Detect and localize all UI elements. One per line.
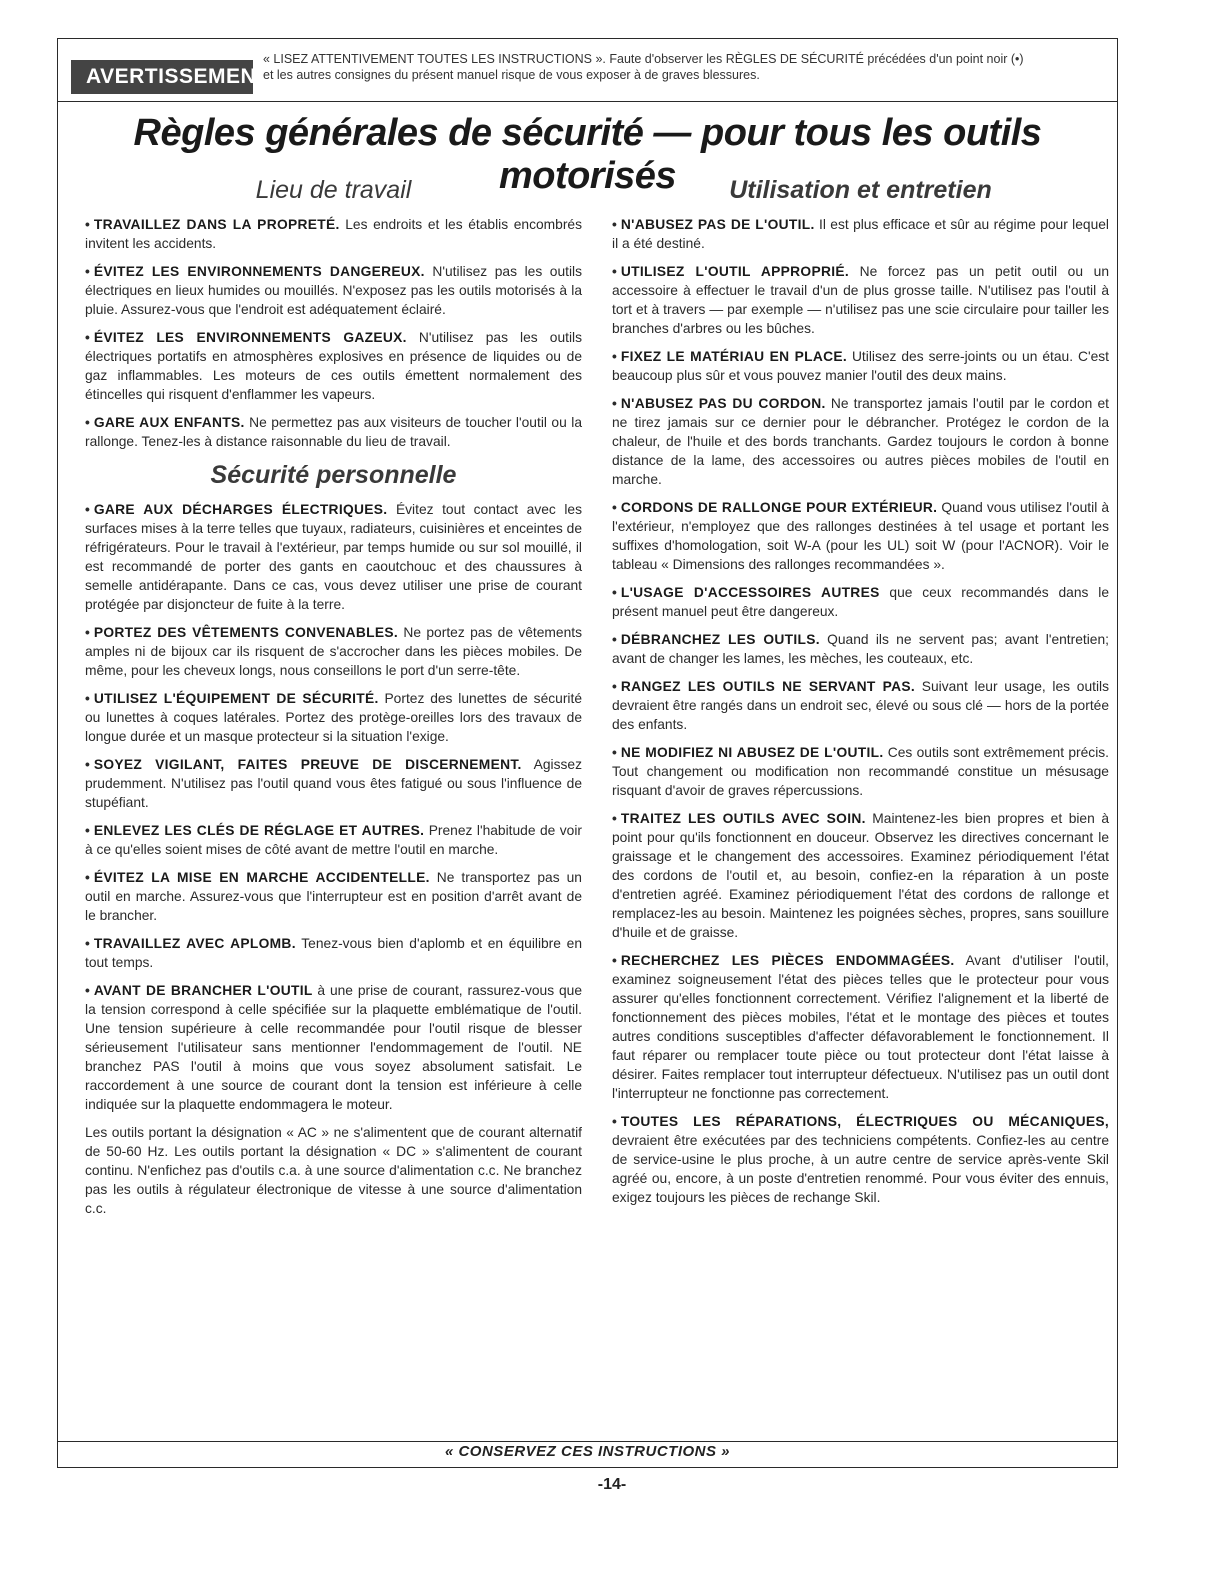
rule-item (612, 743, 1109, 800)
rule-text: Quand vous utilisez l'outil à l'extérieur, n'employez que des rallonges destinées à tel usage et portant les suffixes d'homologation, soit W-A (pour les UL) soit W (pour l'ACNOR). Voir le tableau « Dimensions des rallonges recommandées ». (612, 500, 1109, 572)
rule-lead: RECHERCHEZ LES PIÈCES ENDOMMAGÉES. (620, 953, 955, 968)
rule-text: Maintenez-les bien propres et bien à point pour qu'ils fonctionnent en douceur. Observez les directives concernant le graissage et le changement des accessoires. Examinez périodiquement l'état des cordons de l'outil et, au besoin, confiez-en la réparation à un poste d'entretien agréé. Examinez périodiquement l'état des cordons de rallonge et remplacez-les au besoin. Maintenez les poignées sèches, propres, sans souillure d'huile et de graisse. (612, 811, 1109, 940)
rule-lead: NE MODIFIEZ NI ABUSEZ DE L'OUTIL. (620, 745, 884, 760)
bullet-icon: • (612, 632, 617, 647)
rule-lead: DÉBRANCHEZ LES OUTILS. (620, 632, 820, 647)
bullet-icon: • (612, 1114, 617, 1129)
bullet-icon: • (85, 217, 90, 232)
bullet-icon: • (85, 936, 90, 951)
rule-text: Évitez tout contact avec les surfaces mises à la terre telles que tuyaux, radiateurs, cuisinières et enceintes de réfrigérateurs. Pour le travail à l'extérieur, par temps humide ou sur sol mouillé, il est recommandé de porter des gants en caoutchouc et des chaussures à semelle antidérapante. Dans ce cas, vous devez utiliser une prise de courant protégée par disjoncteur de fuite à la terre. (85, 502, 582, 612)
section-heading-personal-safety: Sécurité personnelle (210, 461, 457, 489)
rule-text: Utilisez des serre-joints ou un étau. C'est beaucoup plus sûr et vous pouvez manier l'outil des deux mains. (612, 349, 1109, 383)
page-title: Règles générales de sécurité — pour tous les outils motorisés (133, 112, 1042, 197)
warning-badge-label: AVERTISSEMENT (86, 65, 270, 88)
personal-safety-rules (85, 500, 582, 1114)
warning-text (263, 51, 1107, 83)
rule-item (612, 951, 1109, 1103)
bullet-icon: • (612, 349, 617, 364)
bullet-icon: • (612, 811, 617, 826)
bullet-icon: • (612, 585, 617, 600)
bullet-icon: • (612, 500, 617, 515)
rule-item (85, 821, 582, 859)
rule-text: Agissez prudemment. N'utilisez pas l'outil quand vous êtes fatigué ou sous l'influence de stupéfiant. (85, 757, 582, 810)
rule-item (612, 630, 1109, 668)
rule-item (85, 262, 582, 319)
rule-item (85, 934, 582, 972)
rule-lead: GARE AUX DÉCHARGES ÉLECTRIQUES. (93, 502, 388, 517)
rule-text: Ces outils sont extrêmement précis. Tout changement ou modification non recommandé constitue un mésusage risquant d'avoir de graves répercussions. (612, 745, 1110, 798)
footer-divider (58, 1441, 1117, 1442)
rule-lead: ÉVITEZ LES ENVIRONNEMENTS GAZEUX. (93, 330, 407, 345)
rule-item (85, 215, 582, 253)
rule-item (612, 583, 1109, 621)
bullet-icon: • (85, 757, 90, 772)
bullet-icon: • (612, 745, 617, 760)
bullet-icon: • (612, 217, 617, 232)
bullet-icon: • (612, 264, 617, 279)
rule-text: Avant d'utiliser l'outil, examinez soigneusement l'état des pièces telles que le protecteur pour vous assurer qu'elles fonctionnent correctement. Vérifiez l'alignement et la liberté de fonctionnement des pièces mobiles, l'état et le montage des pièces et toutes autres conditions susceptibles d'affecter défavorablement le fonctionnement. Il faut réparer ou remplacer toute pièce ou tout protecteur dont l'état laisse à désirer. Faites remplacer tout interrupteur défectueux. N'utilisez pas un outil dont l'interrupteur ne fonctionne pas correctement. (612, 953, 1109, 1101)
rule-lead: N'ABUSEZ PAS DU CORDON. (620, 396, 826, 411)
bullet-icon: • (85, 823, 90, 838)
rule-text: Tenez-vous bien d'aplomb et en équilibre en tout temps. (85, 936, 582, 970)
warning-badge (71, 60, 270, 94)
use-maintenance-rules (612, 215, 1109, 1207)
rule-text: Ne transportez jamais l'outil par le cordon et ne tirez jamais sur ce dernier pour le débrancher. Protégez le cordon de la chaleur, de l'huile et des bords tranchants. Gardez toujours le cordon à bonne distance de la lame, des accessoires ou autres pièces mobiles de l'outil en marche. (612, 396, 1109, 487)
right-column (612, 175, 1109, 1216)
rule-text: Ne permettez pas aux visiteurs de toucher l'outil ou la rallonge. Tenez-les à distance raisonnable du lieu de travail. (85, 415, 582, 449)
rule-lead: ENLEVEZ LES CLÉS DE RÉGLAGE ET AUTRES. (93, 823, 425, 838)
rule-text: Les endroits et les établis encombrés invitent les accidents. (85, 217, 582, 251)
footer-save-instructions: « CONSERVEZ CES INSTRUCTIONS » (444, 1443, 731, 1460)
rule-item (612, 262, 1109, 338)
rule-text: Portez des lunettes de sécurité ou lunettes à coques latérales. Portez des protège-oreilles lors des travaux de longue durée et un masque protecteur si la situation l'exige. (85, 691, 582, 744)
rule-lead: SOYEZ VIGILANT, FAITES PREUVE DE DISCERNEMENT. (93, 757, 522, 772)
rule-lead: RANGEZ LES OUTILS NE SERVANT PAS. (620, 679, 916, 694)
rule-lead: ÉVITEZ LES ENVIRONNEMENTS DANGEREUX. (93, 264, 425, 279)
warning-line-2: et les autres consignes du présent manuel risque de vous exposer à de graves blessures. (263, 68, 760, 82)
rule-item (612, 809, 1109, 942)
rule-item (612, 1112, 1109, 1207)
workplace-rules (85, 215, 582, 451)
rule-text: Quand ils ne servent pas; avant l'entretien; avant de changer les lames, les mèches, les couteaux, etc. (612, 632, 1109, 666)
rule-item (85, 623, 582, 680)
rule-lead: CORDONS DE RALLONGE POUR EXTÉRIEUR. (620, 500, 938, 515)
page-number: -14- (597, 1476, 627, 1493)
rule-item (612, 215, 1109, 253)
bullet-icon: • (85, 264, 90, 279)
rule-text: Ne transportez pas un outil en marche. Assurez-vous que l'interrupteur est en position d'arrêt avant de le brancher. (85, 870, 582, 923)
bullet-icon: • (85, 625, 90, 640)
rule-lead: TOUTES LES RÉPARATIONS, ÉLECTRIQUES OU MÉCANIQUES, (620, 1114, 1109, 1129)
rule-item (612, 498, 1109, 574)
rule-item (85, 868, 582, 925)
rule-lead: FIXEZ LE MATÉRIAU EN PLACE. (620, 349, 848, 364)
rule-item (612, 394, 1109, 489)
bullet-icon: • (85, 691, 90, 706)
rule-lead: PORTEZ DES VÊTEMENTS CONVENABLES. (93, 625, 399, 640)
rule-lead: ÉVITEZ LA MISE EN MARCHE ACCIDENTELLE. (93, 870, 430, 885)
rule-lead: AVANT DE BRANCHER L'OUTIL (93, 983, 313, 998)
rule-lead: TRAVAILLEZ AVEC APLOMB. (93, 936, 296, 951)
rule-text: N'utilisez pas les outils électriques en lieux humides ou mouillés. N'exposez pas les outils motorisés à la pluie. Assurez-vous que l'endroit est adéquatement éclairé. (85, 264, 583, 317)
warning-bar (58, 39, 1117, 102)
rule-text: Suivant leur usage, les outils devraient être rangés dans un endroit sec, élevé ou sous clé — hors de la portée des enfants. (612, 679, 1109, 732)
rule-item (85, 689, 582, 746)
rule-lead: UTILISEZ L'ÉQUIPEMENT DE SÉCURITÉ. (93, 691, 379, 706)
rule-text: Ne forcez pas un petit outil ou un accessoire à effectuer le travail d'un de plus grosse taille. N'utilisez pas l'outil à tort et à travers — par exemple — n'utilisez pas une scie circulaire pour tailler les branches d'arbres ou les bûches. (612, 264, 1110, 336)
bullet-icon: • (612, 396, 617, 411)
rule-item (85, 981, 582, 1114)
rule-item (85, 413, 582, 451)
rule-lead: GARE AUX ENFANTS. (93, 415, 245, 430)
rule-item (85, 500, 582, 614)
bullet-icon: • (612, 953, 617, 968)
page-frame (57, 38, 1118, 1468)
bullet-icon: • (85, 502, 90, 517)
rule-item (612, 347, 1109, 385)
rule-lead: TRAVAILLEZ DANS LA PROPRETÉ. (93, 217, 340, 232)
rule-text: que ceux recommandés dans le présent manuel peut être dangereux. (612, 585, 1109, 619)
bullet-icon: • (85, 415, 90, 430)
ac-dc-paragraph: Les outils portant la désignation « AC » ne s'alimentent que de courant alternatif de 50-60 Hz. Les outils portant la désignation « DC » s'alimentent de courant continu. N'enfichez pas d'outils c.a. à une source d'alimentation c.c. Ne branchez pas les outils à régulateur électronique de vitesse à une source d'alimentation c.c. (85, 1125, 582, 1216)
rule-lead: N'ABUSEZ PAS DE L'OUTIL. (620, 217, 815, 232)
rule-item (85, 755, 582, 812)
rule-text: N'utilisez pas les outils électriques portatifs en atmosphères explosives en présence de liquides ou de gaz inflammables. Les moteurs de ces outils émettent normalement des étincelles qui risquent d'enflammer les vapeurs. (85, 330, 582, 402)
bullet-icon: • (85, 983, 90, 998)
rule-lead: TRAITEZ LES OUTILS AVEC SOIN. (620, 811, 866, 826)
bullet-icon: • (85, 330, 90, 345)
rule-text: à une prise de courant, rassurez-vous que la tension correspond à celle spécifiée sur la plaquette emblématique de l'outil. Une tension supérieure à celle recommandée pour l'outil risque de blesser sérieusement l'utilisateur sans mentionner l'endommagement de l'outil. NE branchez PAS l'outil à moins que vous soyez absolument satisfait. Le raccordement à une source de courant dont la tension est inférieure à celle indiquée sur la plaquette endommagera le moteur. (85, 983, 582, 1112)
rule-text: Il est plus efficace et sûr au régime pour lequel il a été destiné. (612, 217, 1109, 251)
rule-lead: UTILISEZ L'OUTIL APPROPRIÉ. (620, 264, 849, 279)
bullet-icon: • (85, 870, 90, 885)
rule-item (85, 328, 582, 404)
rule-text: Prenez l'habitude de voir à ce qu'elles soient mises de côté avant de mettre l'outil en marche. (85, 823, 582, 857)
rule-text: Ne portez pas de vêtements amples ni de bijoux car ils risquent de s'accrocher dans les pièces mobiles. De même, pour les cheveux longs, nous conseillons le port d'un serre-tête. (85, 625, 582, 678)
rule-text: devraient être exécutées par des techniciens compétents. Confiez-les au centre de service-usine le plus proche, à un autre centre de service après-vente Skil agréé ou, encore, à un poste d'entretien renommé. Pour vous éviter des ennuis, exigez toujours les pièces de rechange Skil. (612, 1133, 1109, 1205)
left-column (85, 175, 582, 1227)
bullet-icon: • (612, 679, 617, 694)
section-heading-workplace: Lieu de travail (255, 176, 412, 204)
section-heading-use-maintenance: Utilisation et entretien (729, 176, 992, 204)
rule-item (612, 677, 1109, 734)
warning-line-1: « LISEZ ATTENTIVEMENT TOUTES LES INSTRUCTIONS ». Faute d'observer les RÈGLES DE SÉCURITÉ précédées d'un point noir (•) (263, 52, 1024, 66)
rule-lead: L'USAGE D'ACCESSOIRES AUTRES (620, 585, 880, 600)
